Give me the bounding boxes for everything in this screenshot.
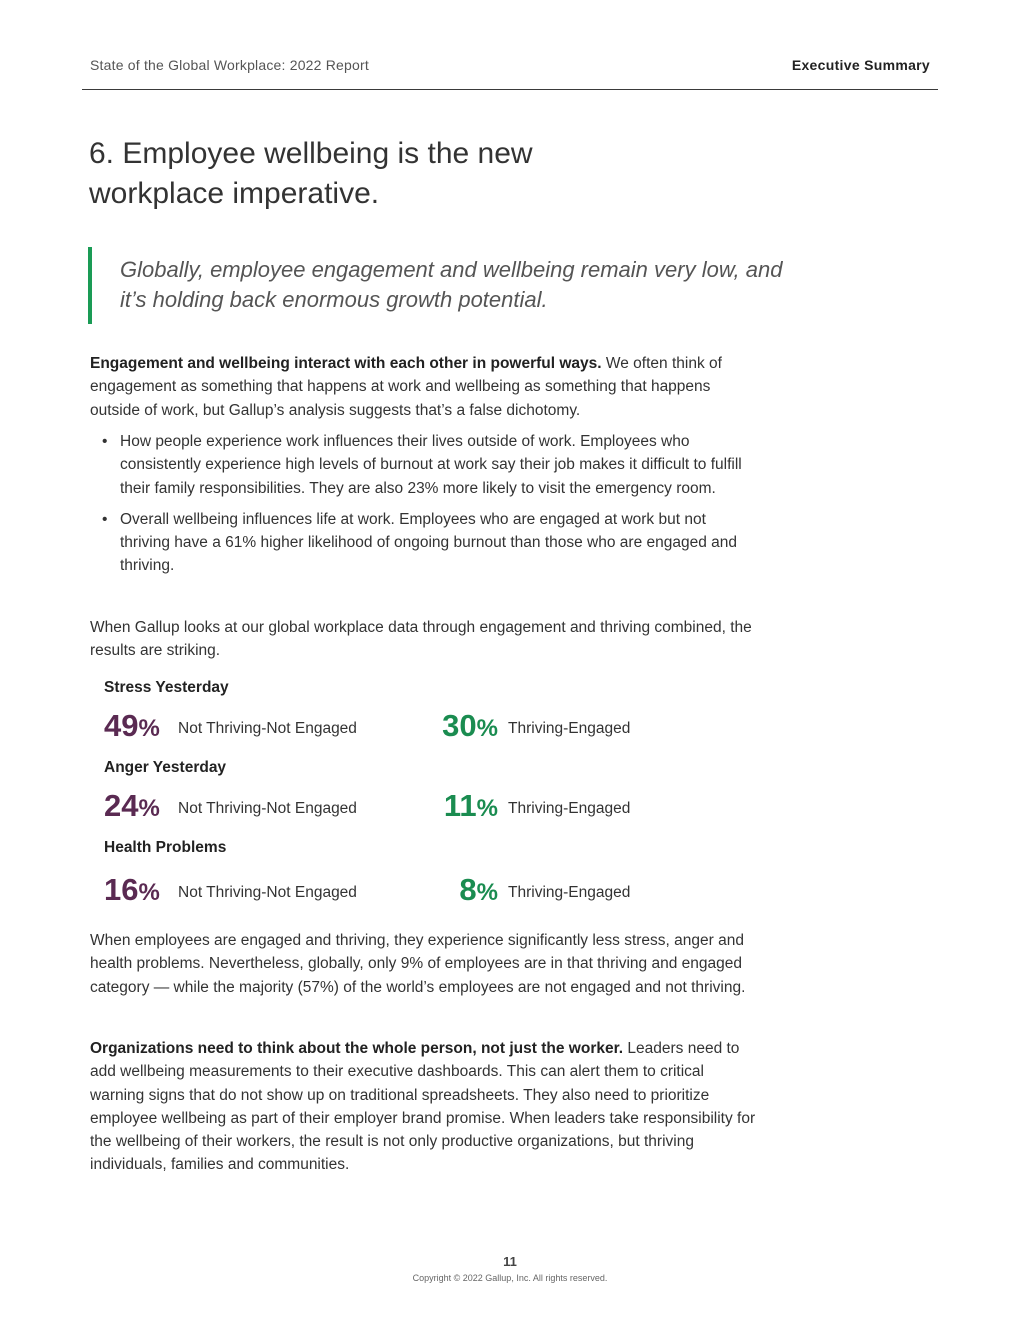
stat-value-thriving: 30%: [442, 708, 498, 743]
page-title: [89, 134, 649, 214]
pull-quote-bar: [88, 247, 92, 324]
page-number: 11: [503, 1254, 517, 1269]
header-divider: [82, 89, 938, 90]
bullet-list: [90, 430, 760, 586]
stat-row-stress: [104, 706, 664, 746]
stat-label-thriving: Thriving-Engaged: [508, 720, 631, 737]
paragraph-intro-stats: When Gallup looks at our global workplace data through engagement and thriving combined, the results are striking.: [90, 619, 752, 660]
stat-label-stress: Stress Yesterday: [104, 679, 229, 696]
list-item: [90, 430, 760, 500]
bullet-icon: •: [102, 433, 108, 450]
list-item-text: Overall wellbeing influences life at work. Employees who are engaged at work but not thriving have a 61% higher likelihood of ongoing burnout than those who are engaged and thriving.: [120, 510, 738, 575]
stat-value-not-thriving: 49%: [104, 708, 160, 743]
report-title: State of the Global Workplace: 2022 Report: [90, 57, 369, 73]
page-title-line1: 6. Employee wellbeing is the new: [89, 137, 533, 170]
paragraph-whole-person: [90, 1037, 760, 1177]
paragraph-lead: Engagement and wellbeing interact with each other in powerful ways.: [90, 355, 602, 372]
paragraph-engagement-wellbeing: [90, 352, 760, 422]
stat-row-anger: [104, 786, 664, 826]
bullet-icon: •: [102, 510, 108, 528]
paragraph-body: We often think of engagement as something that happens at work and wellbeing as something that happens outside of work, but Gallup’s analysis suggests that’s a false dichotomy.: [90, 355, 722, 419]
stat-label-health: Health Problems: [104, 839, 227, 856]
copyright-notice: Copyright © 2022 Gallup, Inc. All rights reserved.: [412, 1273, 608, 1283]
pull-quote: Globally, employee engagement and wellbeing remain very low, and it’s holding back enormous growth potential.: [120, 257, 783, 312]
stat-label-thriving: Thriving-Engaged: [508, 800, 631, 817]
stat-label-not-thriving: Not Thriving-Not Engaged: [178, 884, 357, 901]
stat-value-not-thriving: 16%: [104, 872, 160, 907]
stat-value-thriving: 8%: [459, 872, 498, 907]
page-title-line2: workplace imperative.: [89, 177, 380, 210]
list-item: [90, 508, 760, 578]
stat-label-not-thriving: Not Thriving-Not Engaged: [178, 720, 357, 737]
section-title: Executive Summary: [791, 57, 930, 73]
paragraph-lead: Organizations need to think about the whole person, not just the worker.: [90, 1040, 624, 1057]
list-item-text: How people experience work influences their lives outside of work. Employees who consistently experience high levels of burnout at work say their job makes it difficult to fulfill their family responsibilities. They are also 23% more likely to visit the emergency room.: [120, 433, 742, 497]
stat-label-not-thriving: Not Thriving-Not Engaged: [178, 800, 357, 817]
paragraph-results: When employees are engaged and thriving, they experience significantly less stress, anger and health problems. Nevertheless, globally, only 9% of employees are in that thriving and engaged category — while the majority (57%) of the world’s employees are not engaged and not thriving.: [90, 932, 746, 996]
stat-value-thriving: 11%: [443, 788, 498, 823]
stat-label-anger: Anger Yesterday: [104, 759, 227, 776]
stat-value-not-thriving: 24%: [104, 788, 160, 823]
stat-label-thriving: Thriving-Engaged: [508, 884, 631, 901]
paragraph-body: Leaders need to add wellbeing measurements to their executive dashboards. This can alert them to critical warning signs that do not show up on traditional spreadsheets. They also need to prioritize employee wellbeing as part of their employer brand promise. When leaders take responsibility for the wellbeing of their workers, the result is not only productive organizations, but thriving individuals, families and communities.: [90, 1040, 756, 1174]
stat-row-health: [104, 870, 664, 910]
